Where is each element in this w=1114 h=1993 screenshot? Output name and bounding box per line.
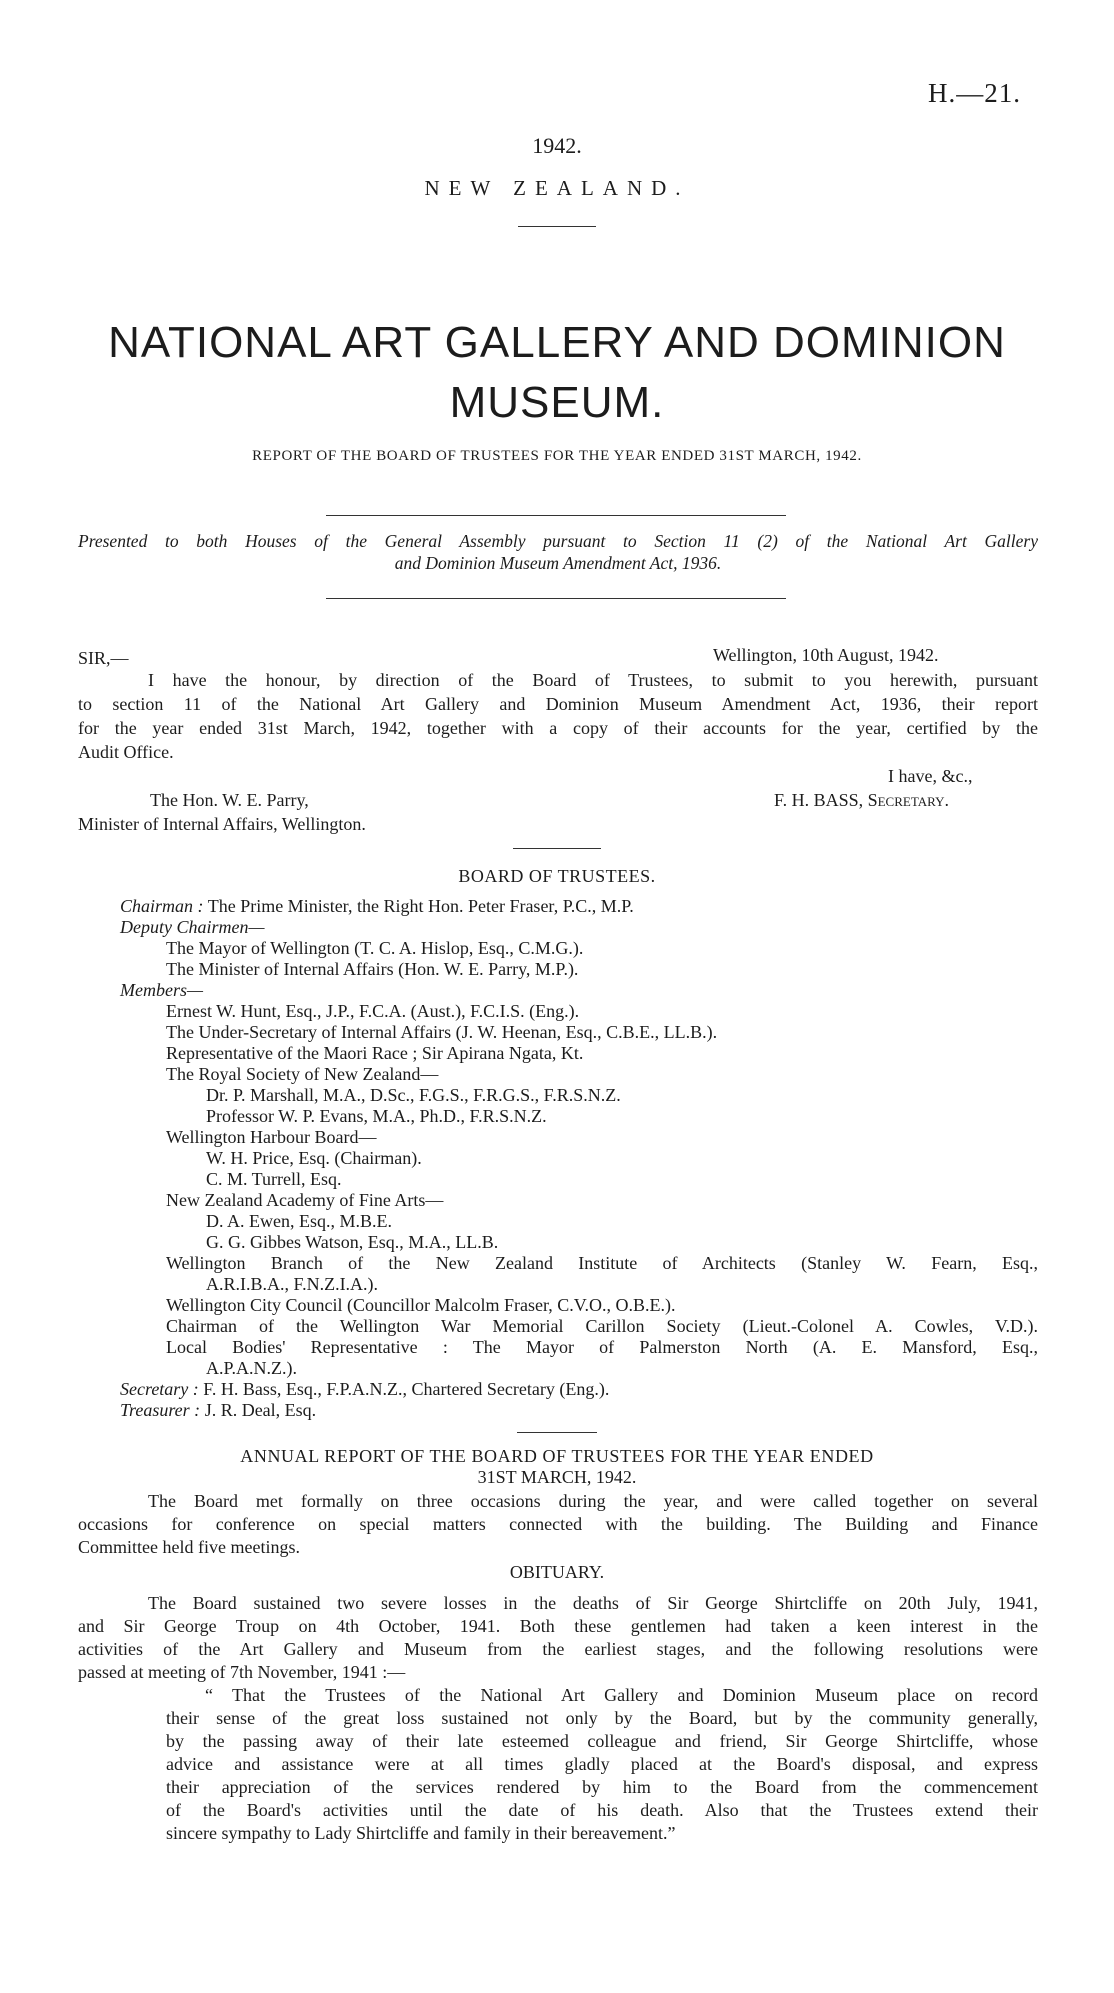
board-member: The Mayor of Wellington (T. C. A. Hislop, Esq., C.M.G.). — [166, 938, 584, 958]
board-member: D. A. Ewen, Esq., M.B.E. — [206, 1211, 392, 1231]
board-member: A.R.I.B.A., F.N.Z.I.A.). — [206, 1274, 379, 1294]
board-member: Wellington Branch of the New Zealand Institute of Architects (Stanley W. Fearn, Esq., — [166, 1253, 1038, 1273]
presentation-line2: and Dominion Museum Amendment Act, 1936. — [394, 553, 722, 573]
report-subtitle: REPORT OF THE BOARD OF TRUSTEES FOR THE YEAR ENDED 31ST MARCH, 1942. — [252, 448, 862, 464]
board-member: The Minister of Internal Affairs (Hon. W. E. Parry, M.P.). — [166, 959, 579, 979]
board-member: Wellington City Council (Councillor Malcolm Fraser, C.V.O., O.B.E.). — [166, 1295, 676, 1315]
board-member: Dr. P. Marshall, M.A., D.Sc., F.G.S., F.R.G.S., F.R.S.N.Z. — [206, 1085, 621, 1105]
letter-addressee: The Hon. W. E. Parry, — [150, 790, 309, 810]
obituary-line: activities of the Art Gallery and Museum from the earliest stages, and the following resolutions were — [78, 1639, 1038, 1659]
board-member: W. H. Price, Esq. (Chairman). — [206, 1148, 422, 1168]
annual-paragraph-line: The Board met formally on three occasions during the year, and were called together on several — [148, 1491, 1038, 1511]
resolution-quote-line: of the Board's activities until the date of his death. Also that the Trustees extend their — [166, 1800, 1038, 1820]
resolution-quote-line: “ That the Trustees of the National Art Gallery and Dominion Museum place on record — [205, 1685, 1038, 1705]
board-member: Chairman of the Wellington War Memorial Carillon Society (Lieut.-Colonel A. Cowles, V.D.). — [166, 1316, 1038, 1336]
obituary-line: The Board sustained two severe losses in the deaths of Sir George Shirtcliffe on 20th July, 1941, — [148, 1593, 1038, 1613]
obituary-line: passed at meeting of 7th November, 1941 :— — [78, 1662, 406, 1682]
divider — [326, 598, 786, 599]
obituary-heading: OBITUARY. — [509, 1562, 605, 1582]
role-label: Secretary : — [120, 1379, 199, 1399]
document-title-line1: NATIONAL ART GALLERY AND DOMINION — [108, 318, 1006, 367]
presentation-note — [78, 530, 1038, 574]
board-member: Wellington Harbour Board— — [166, 1127, 377, 1147]
divider — [518, 226, 596, 227]
obituary-line: and Sir George Troup on 4th October, 1941. Both these gentlemen had taken a keen interest in the — [78, 1616, 1038, 1636]
letter-line: Audit Office. — [78, 742, 174, 762]
annual-paragraph-line: occasions for conference on special matters connected with the building. The Building and Finance — [78, 1514, 1038, 1534]
letter-addressee: Minister of Internal Affairs, Wellington. — [78, 814, 366, 834]
country-heading: NEW ZEALAND. — [424, 176, 690, 200]
resolution-quote-line: their appreciation of the services rendered by him to the Board from the commencement — [166, 1777, 1038, 1797]
board-member: G. G. Gibbes Watson, Esq., M.A., LL.B. — [206, 1232, 499, 1252]
resolution-quote-line: advice and assistance were at all times gladly placed at the Board's disposal, and express — [166, 1754, 1038, 1774]
role-label: Treasurer : — [120, 1400, 201, 1420]
annual-report-heading: 31ST MARCH, 1942. — [477, 1467, 637, 1487]
role-label: Chairman : — [120, 896, 204, 916]
letter-line: for the year ended 31st March, 1942, together with a copy of their accounts for the year, certified by the — [78, 718, 1038, 738]
resolution-quote-line: their sense of the great loss sustained not only by the Board, but by the community generally, — [166, 1708, 1038, 1728]
divider — [513, 848, 601, 849]
publication-year: 1942. — [532, 133, 582, 158]
board-secretary — [120, 1379, 609, 1400]
letter-line: I have the honour, by direction of the Board of Trustees, to submit to you herewith, pursuant — [148, 670, 1038, 690]
board-member: Local Bodies' Representative : The Mayor of Palmerston North (A. E. Mansford, Esq., — [166, 1337, 1038, 1357]
board-member: The Royal Society of New Zealand— — [166, 1064, 439, 1084]
resolution-quote-line: by the passing away of their late esteemed colleague and friend, Sir George Shirtcliffe, whose — [166, 1731, 1038, 1751]
document-title-line2: MUSEUM. — [449, 378, 665, 427]
divider — [326, 515, 786, 516]
board-member: Ernest W. Hunt, Esq., J.P., F.C.A. (Aust.), F.C.I.S. (Eng.). — [166, 1001, 580, 1021]
board-member: New Zealand Academy of Fine Arts— — [166, 1190, 444, 1210]
letter-signature: F. H. BASS, Secretary. — [774, 790, 949, 810]
letter-salutation: SIR,— — [78, 648, 129, 668]
role-label: Members— — [120, 980, 203, 1000]
page-number: H.—21. — [928, 78, 1021, 108]
letter-date: Wellington, 10th August, 1942. — [713, 645, 939, 665]
board-heading: BOARD OF TRUSTEES. — [458, 866, 656, 886]
role-label: Deputy Chairmen— — [120, 917, 265, 937]
role-text: F. H. Bass, Esq., F.P.A.N.Z., Chartered Secretary (Eng.). — [203, 1379, 610, 1399]
board-member: Professor W. P. Evans, M.A., Ph.D., F.R.S.N.Z. — [206, 1106, 547, 1126]
board-member: A.P.A.N.Z.). — [206, 1358, 298, 1378]
board-chairman — [120, 896, 634, 917]
letter-closing: I have, &c., — [888, 766, 973, 786]
role-text: J. R. Deal, Esq. — [204, 1400, 317, 1420]
role-text: The Prime Minister, the Right Hon. Peter Fraser, P.C., M.P. — [207, 896, 634, 916]
presentation-line1: Presented to both Houses of the General Assembly pursuant to Section 11 (2) of the National Art Gallery — [78, 531, 1038, 551]
annual-report-heading: ANNUAL REPORT OF THE BOARD OF TRUSTEES FOR THE YEAR ENDED — [240, 1446, 874, 1466]
board-member: The Under-Secretary of Internal Affairs (J. W. Heenan, Esq., C.B.E., LL.B.). — [166, 1022, 718, 1042]
board-treasurer — [120, 1400, 316, 1421]
letter-line: to section 11 of the National Art Gallery and Dominion Museum Amendment Act, 1936, their report — [78, 694, 1038, 714]
divider — [517, 1432, 597, 1433]
board-member: C. M. Turrell, Esq. — [206, 1169, 342, 1189]
annual-paragraph-line: Committee held five meetings. — [78, 1537, 300, 1557]
resolution-quote-line: sincere sympathy to Lady Shirtcliffe and family in their bereavement.” — [166, 1823, 676, 1843]
board-member: Representative of the Maori Race ; Sir Apirana Ngata, Kt. — [166, 1043, 584, 1063]
